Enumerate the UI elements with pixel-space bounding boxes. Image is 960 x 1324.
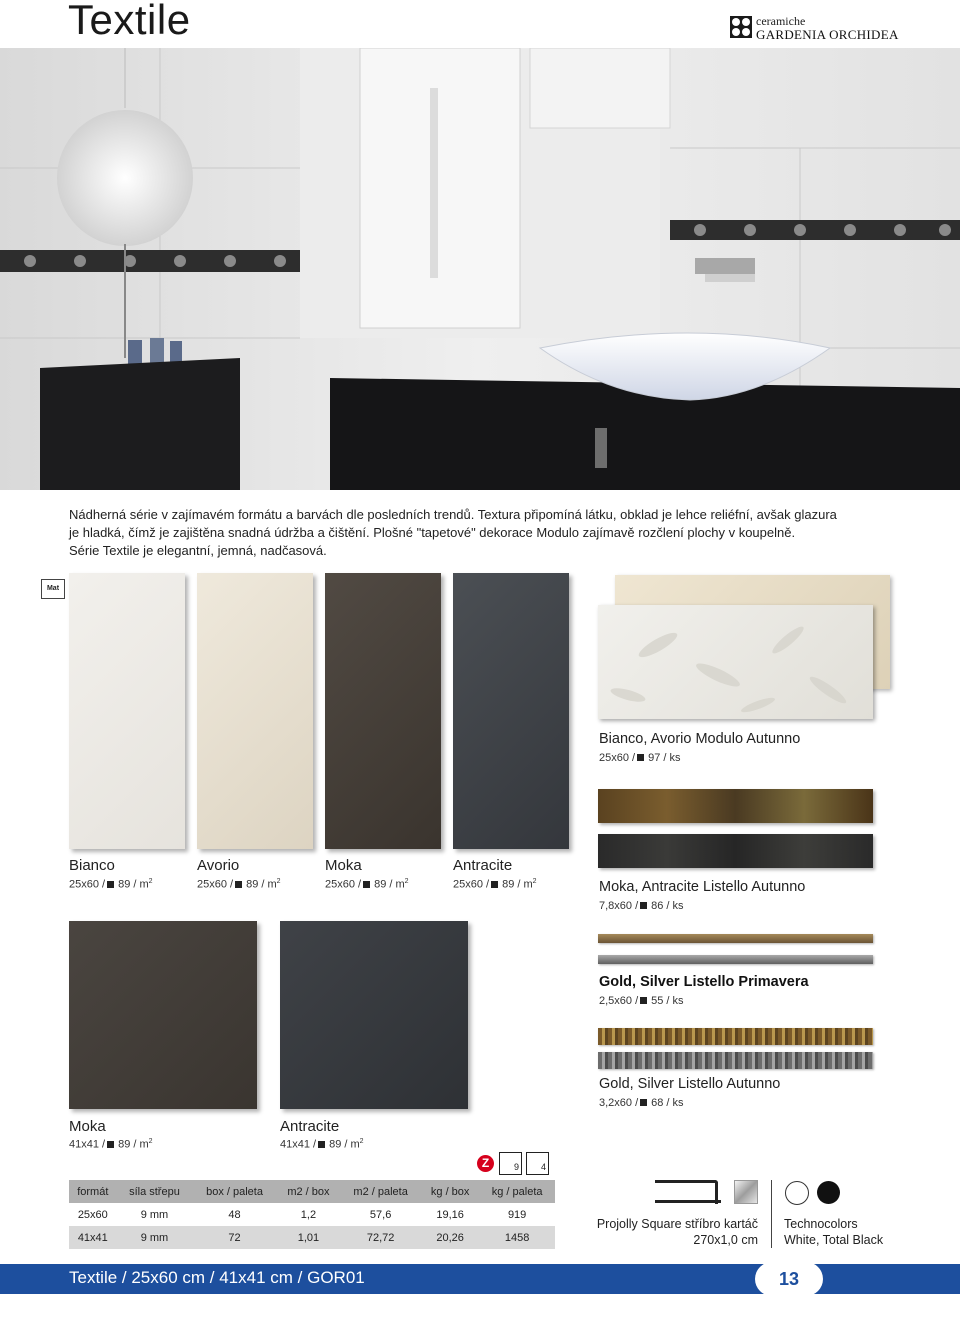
tile-label-antracite-41x41 — [280, 1118, 364, 1151]
table-cell: 72,72 — [340, 1226, 421, 1249]
page-number: 13 — [755, 1262, 823, 1296]
decor-spec: 25x60 / 97 / ks — [599, 752, 681, 764]
table-cell: 48 — [192, 1203, 276, 1226]
table-cell: 1458 — [479, 1226, 555, 1249]
table-cell: 1,2 — [277, 1203, 340, 1226]
tile-swatch-bianco — [69, 573, 185, 849]
table-row — [69, 1226, 555, 1249]
listello-swatch-gold-primavera — [598, 934, 873, 943]
intro-line-2: je hladká, čímž je zajištěna snadná údržba a čištění. Plošné "tapetové" dekorace Modulo zajímavě rozčlení plochy v koupelně. — [69, 525, 796, 540]
black-color-dot — [817, 1181, 840, 1204]
tile-spec: $25x60 / 89 / m^2$ — [453, 878, 537, 891]
table-header: kg / paleta — [479, 1180, 555, 1203]
tile-label-moka — [325, 857, 409, 891]
tile-name: Moka — [325, 857, 362, 874]
listello-swatch-silver-primavera — [598, 955, 873, 964]
decor-label-listello-primavera — [599, 974, 809, 1007]
pallet-square-icon — [640, 997, 647, 1004]
pallet-square-icon — [640, 1099, 647, 1106]
table-header-row — [69, 1180, 555, 1203]
technocolors-label — [784, 1216, 934, 1248]
packing-table — [69, 1180, 555, 1249]
tile-label-moka-41x41 — [69, 1118, 153, 1151]
table-header: kg / box — [421, 1180, 479, 1203]
table-header: síla střepu — [117, 1180, 193, 1203]
bathroom-photo-illustration — [0, 48, 960, 490]
table-header: m2 / box — [277, 1180, 340, 1203]
table-cell: 1,01 — [277, 1226, 340, 1249]
intro-line-1: Nádherná série v zajímavém formátu a barvách dle posledních trendů. Textura připomíná látku, obklad je lehce reliéfní, avšak glazura — [69, 507, 837, 522]
technocolors-name: Technocolors — [784, 1217, 858, 1231]
table-cell: 57,6 — [340, 1203, 421, 1226]
intro-line-3: Série Textile je elegantní, jemná, nadčasová. — [69, 543, 327, 558]
tile-spec: $25x60 / 89 / m^2$ — [325, 878, 409, 891]
tile-name: Antracite — [280, 1118, 340, 1135]
white-color-dot — [785, 1181, 809, 1205]
table-cell: 9 mm — [117, 1203, 193, 1226]
decor-name: Gold, Silver Listello Autunno — [599, 1076, 781, 1092]
tile-spec: $25x60 / 89 / m^2$ — [197, 878, 281, 891]
tile-label-bianco — [69, 857, 153, 891]
projolly-size: 270x1,0 cm — [693, 1233, 758, 1247]
brand-mark-icon — [730, 16, 752, 38]
listello-swatch-moka — [598, 789, 873, 823]
tile-spec: $41x41 / 89 / m^2$ — [69, 1138, 153, 1151]
decor-label-modulo-autunno — [599, 731, 800, 764]
tile-label-avorio — [197, 857, 281, 891]
projolly-name: Projolly Square stříbro kartáč — [596, 1217, 758, 1231]
mat-finish-badge: Mat — [41, 579, 65, 599]
tile-swatch-moka-41x41 — [69, 921, 257, 1109]
tile-swatch-avorio — [197, 573, 313, 849]
table-header: box / paleta — [192, 1180, 276, 1203]
pallet-square-icon — [363, 881, 370, 888]
table-cell: 19,16 — [421, 1203, 479, 1226]
table-header: formát — [69, 1180, 117, 1203]
pallet-square-icon — [491, 881, 498, 888]
table-cell: 41x41 — [69, 1226, 117, 1249]
tile-swatch-antracite — [453, 573, 569, 849]
brand-line1: ceramiche — [756, 14, 806, 28]
decor-spec: 7,8x60 / 86 / ks — [599, 900, 684, 912]
intro-text — [69, 506, 891, 560]
brand-logo — [730, 14, 910, 44]
table-cell: 20,26 — [421, 1226, 479, 1249]
decor-spec: 2,5x60 / 55 / ks — [599, 995, 684, 1007]
table-cell: 919 — [479, 1203, 555, 1226]
technocolors-colors: White, Total Black — [784, 1233, 884, 1247]
tile-spec: $41x41 / 89 / m^2$ — [280, 1138, 364, 1151]
hero-photo — [0, 48, 960, 490]
metal-swatch — [734, 1180, 758, 1204]
pallet-square-icon — [318, 1141, 325, 1148]
listello-swatch-antracite — [598, 834, 873, 868]
tile-spec: $25x60 / 89 / m^2$ — [69, 878, 153, 891]
tile-name: Bianco — [69, 857, 115, 874]
z-quality-icon: Z — [477, 1155, 494, 1172]
table-cell: 9 mm — [117, 1226, 193, 1249]
tile-label-antracite — [453, 857, 537, 891]
slip-resistance-icon: 4 — [526, 1152, 549, 1175]
pallet-square-icon — [235, 881, 242, 888]
decor-swatch-bianco-modulo — [598, 605, 873, 719]
projolly-profile-base — [655, 1200, 721, 1203]
table-row — [69, 1203, 555, 1226]
pallet-square-icon — [107, 1141, 114, 1148]
pallet-square-icon — [640, 902, 647, 909]
tile-name: Avorio — [197, 857, 240, 874]
decor-label-listello-autunno — [599, 879, 805, 912]
decor-name: Bianco, Avorio Modulo Autunno — [599, 731, 801, 747]
divider — [771, 1180, 772, 1248]
pallet-square-icon — [637, 754, 644, 761]
tile-name: Moka — [69, 1118, 106, 1135]
table-header: m2 / paleta — [340, 1180, 421, 1203]
decor-name: Moka, Antracite Listello Autunno — [599, 879, 806, 895]
listello-swatch-gold-autunno — [598, 1028, 873, 1045]
page-title: Textile — [68, 0, 191, 43]
table-cell: 25x60 — [69, 1203, 117, 1226]
listello-swatch-silver-autunno — [598, 1052, 873, 1069]
decor-spec: 3,2x60 / 68 / ks — [599, 1097, 684, 1109]
tile-swatch-moka — [325, 573, 441, 849]
tile-swatch-antracite-41x41 — [280, 921, 468, 1109]
pallet-square-icon — [107, 881, 114, 888]
table-cell: 72 — [192, 1226, 276, 1249]
decor-label-gold-silver-autunno — [599, 1076, 780, 1109]
decor-name: Gold, Silver Listello Primavera — [599, 974, 809, 990]
brand-line2: GARDENIA ORCHIDEA — [756, 27, 899, 42]
footer-text: Textile / 25x60 cm / 41x41 cm / GOR01 — [69, 1268, 365, 1287]
abrasion-class-icon: 9 — [499, 1152, 522, 1175]
leaf-pattern-illustration — [598, 605, 873, 719]
projolly-label — [580, 1216, 758, 1248]
tile-name: Antracite — [453, 857, 513, 874]
